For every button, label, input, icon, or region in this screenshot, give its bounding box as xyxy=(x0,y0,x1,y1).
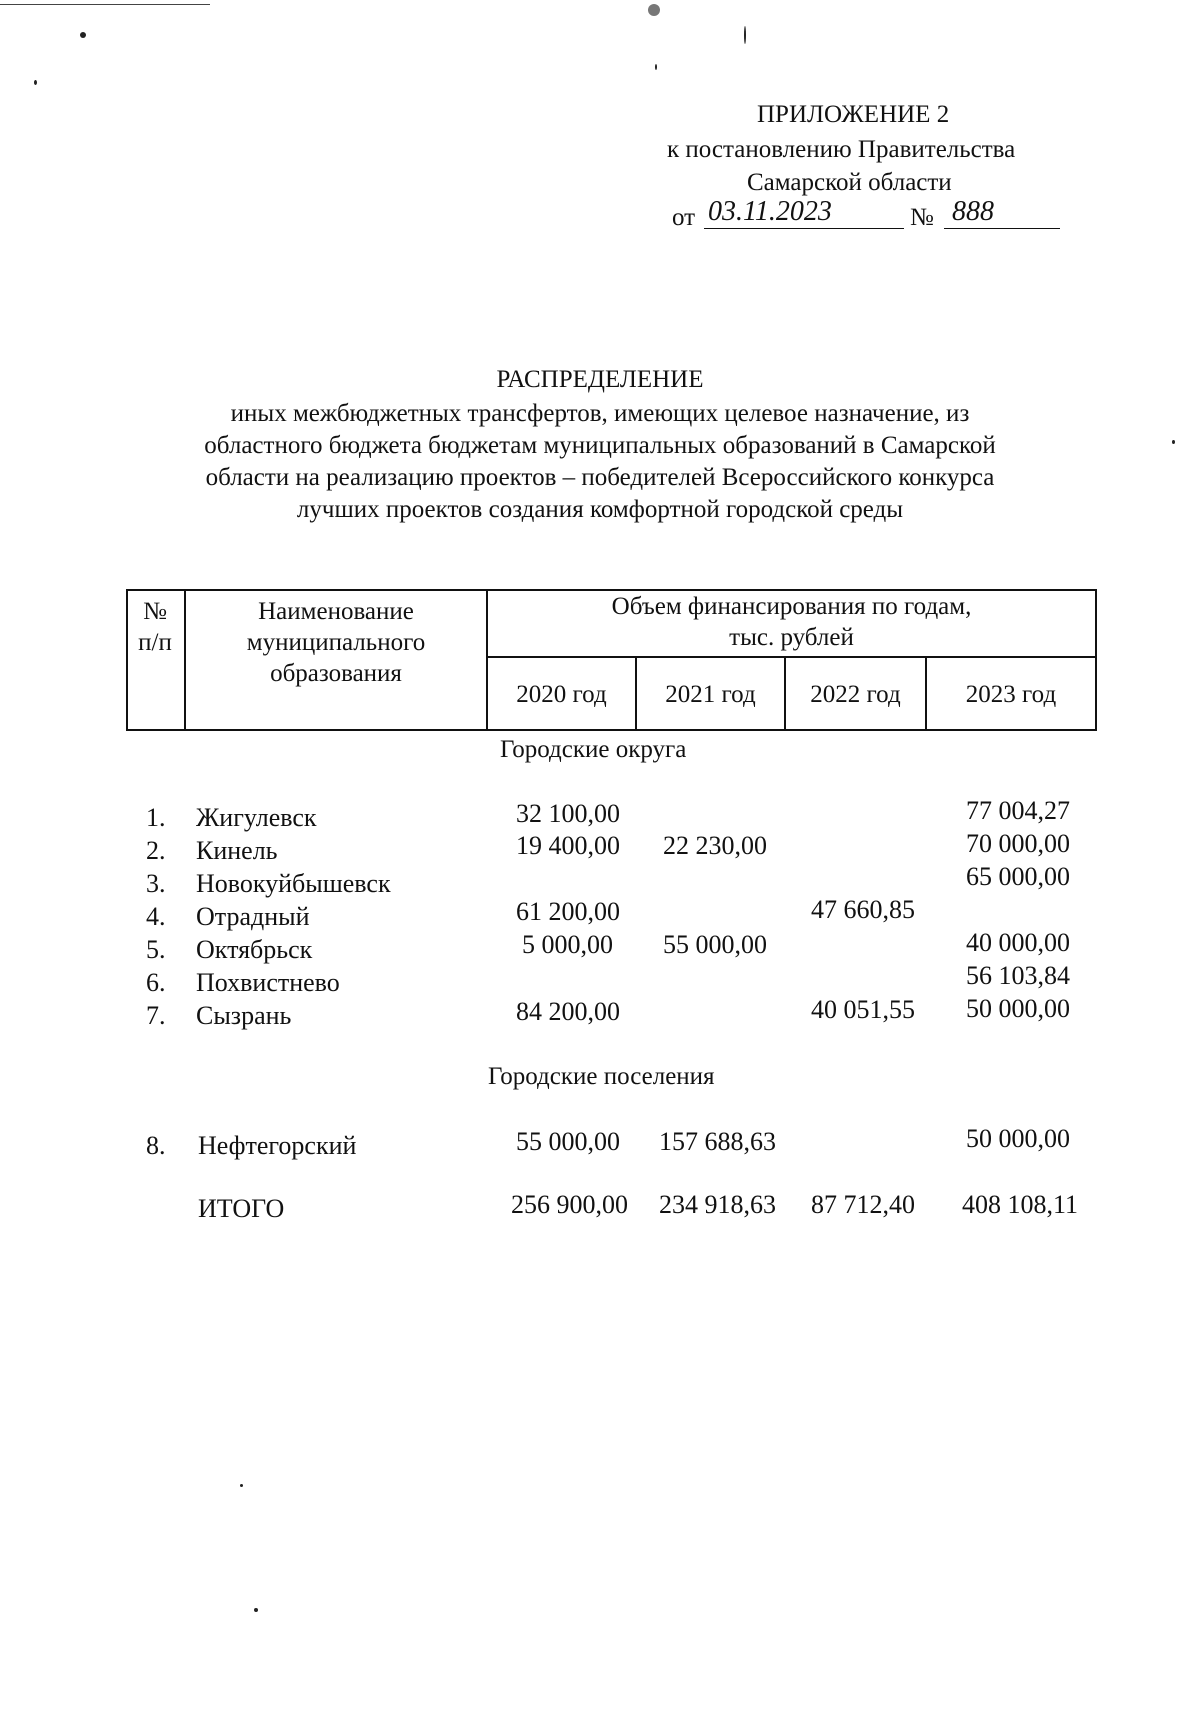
scan-speck xyxy=(34,80,37,85)
scan-speck xyxy=(744,26,746,44)
scan-edge-line xyxy=(0,4,210,5)
total-2023: 408 108,11 xyxy=(961,1190,1078,1219)
decree-date-handwritten: 03.11.2023 xyxy=(708,196,832,227)
value-2022: 40 051,55 xyxy=(811,995,915,1024)
row-number: 7. xyxy=(146,1001,166,1030)
value-2023: 50 000,00 xyxy=(966,1124,1070,1153)
row-name: Кинель xyxy=(196,836,278,865)
header-funding-line: Объем финансирования по годам, xyxy=(611,593,972,620)
row-number: 3. xyxy=(146,869,166,898)
header-year: 2022 год xyxy=(810,681,901,708)
row-name: Новокуйбышевск xyxy=(196,869,391,898)
row-name: Похвистнево xyxy=(196,968,340,997)
row-name: Октябрьск xyxy=(196,935,313,964)
number-label: № xyxy=(910,204,934,231)
total-2021: 234 918,63 xyxy=(659,1190,776,1219)
table-border xyxy=(486,656,1097,658)
value-2021: 22 230,00 xyxy=(663,831,767,860)
row-number: 8. xyxy=(146,1131,166,1160)
row-number: 2. xyxy=(146,836,166,865)
table-header xyxy=(126,589,1097,731)
value-2021: 157 688,63 xyxy=(659,1127,776,1156)
value-2020: 55 000,00 xyxy=(516,1127,620,1156)
value-2023: 40 000,00 xyxy=(966,928,1070,957)
value-2020: 32 100,00 xyxy=(516,799,620,828)
row-name: Жигулевск xyxy=(196,803,317,832)
header-num-line: п/п xyxy=(138,629,172,656)
total-2022: 87 712,40 xyxy=(811,1190,915,1219)
header-name-line: Наименование xyxy=(258,598,414,625)
value-2021: 55 000,00 xyxy=(663,930,767,959)
appendix-decree-line: к постановлению Правительства xyxy=(667,136,1016,163)
value-2020: 19 400,00 xyxy=(516,831,620,860)
header-funding-line: тыс. рублей xyxy=(729,624,854,651)
row-number: 5. xyxy=(146,935,166,964)
document-subtitle-line: области на реализацию проектов – победителей Всероссийского конкурса xyxy=(205,464,995,491)
row-number: 1. xyxy=(146,803,166,832)
number-underline xyxy=(944,228,1060,229)
row-name: Нефтегорский xyxy=(198,1131,357,1160)
value-2023: 50 000,00 xyxy=(966,994,1070,1023)
table-border xyxy=(1095,589,1097,731)
value-2020: 61 200,00 xyxy=(516,897,620,926)
row-name: Сызрань xyxy=(196,1001,292,1030)
value-2023: 65 000,00 xyxy=(966,862,1070,891)
scan-speck xyxy=(240,1484,243,1487)
date-prefix: от xyxy=(672,204,696,231)
header-num xyxy=(126,596,184,658)
document-heading: РАСПРЕДЕЛЕНИЕ xyxy=(496,366,704,393)
scan-speck xyxy=(655,64,657,70)
row-number: 6. xyxy=(146,968,166,997)
header-name xyxy=(186,596,486,689)
section-title: Городские округа xyxy=(500,736,687,763)
appendix-title: ПРИЛОЖЕНИЕ 2 xyxy=(757,101,950,128)
document-subtitle-line: лучших проектов создания комфортной городской среды xyxy=(296,496,904,523)
value-2023: 70 000,00 xyxy=(966,829,1070,858)
header-year: 2021 год xyxy=(665,681,756,708)
scan-speck xyxy=(254,1608,258,1612)
date-underline xyxy=(704,228,904,229)
row-name: Отрадный xyxy=(196,902,310,931)
header-funding xyxy=(488,591,1095,653)
header-num-line: № xyxy=(143,598,167,625)
total-label: ИТОГО xyxy=(198,1194,285,1223)
value-2020: 5 000,00 xyxy=(522,930,613,959)
row-number: 4. xyxy=(146,902,166,931)
value-2023: 77 004,27 xyxy=(966,796,1070,825)
scan-speck xyxy=(648,4,660,16)
header-year: 2023 год xyxy=(965,681,1057,708)
value-2020: 84 200,00 xyxy=(516,997,620,1026)
header-year: 2020 год xyxy=(516,681,607,708)
appendix-region-line: Самарской области xyxy=(747,169,952,196)
document-subtitle-line: областного бюджета бюджетам муниципальных образований в Самарской xyxy=(204,432,996,459)
value-2022: 47 660,85 xyxy=(811,895,915,924)
header-name-line: муниципального xyxy=(246,629,426,656)
table-border xyxy=(126,729,1097,731)
section-title: Городские поселения xyxy=(488,1063,715,1090)
total-2020: 256 900,00 xyxy=(511,1190,628,1219)
value-2023: 56 103,84 xyxy=(966,961,1070,990)
document-subtitle-line: иных межбюджетных трансфертов, имеющих целевое назначение, из xyxy=(230,400,970,427)
decree-number-handwritten: 888 xyxy=(952,196,994,227)
scan-speck xyxy=(80,32,86,38)
header-name-line: образования xyxy=(270,660,402,687)
